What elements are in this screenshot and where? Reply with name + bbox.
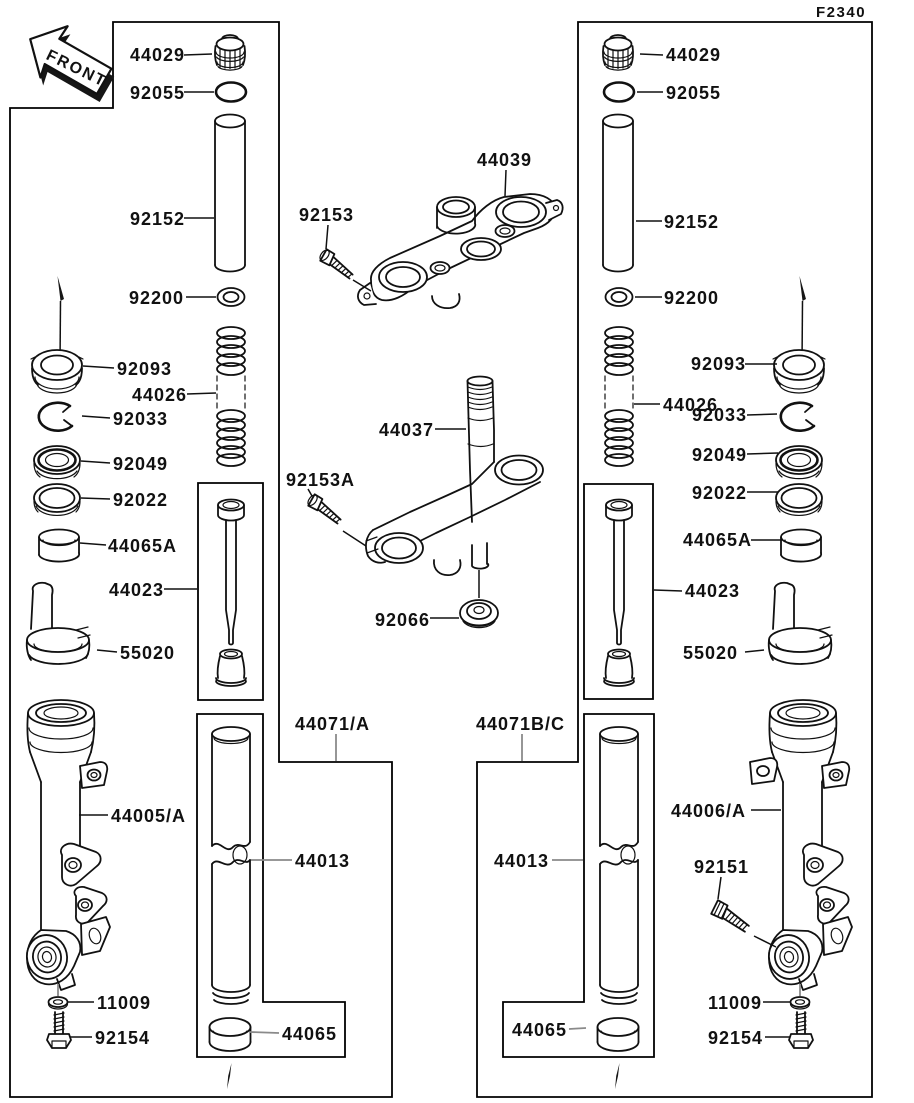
figure-code: F2340 xyxy=(816,4,867,21)
fork-cap-right-drawing xyxy=(603,35,633,70)
label-spring-right: 44026 xyxy=(663,395,719,415)
bolt-left-drawing xyxy=(47,1012,71,1048)
o-ring-right-drawing xyxy=(604,83,634,102)
front-arrow-label: FRONT xyxy=(43,46,110,91)
label-assembly-left: 44071/A xyxy=(295,714,371,734)
label-inner-tube-right: 44013 xyxy=(494,851,550,871)
label-damper-left: 44023 xyxy=(109,580,165,600)
label-bearing-race-right: 92093 xyxy=(691,354,747,374)
lower-bushing-right-drawing xyxy=(598,1018,639,1051)
damper-left-drawing xyxy=(216,500,246,687)
outer-tube-left-drawing xyxy=(23,700,110,990)
outer-tube-right-drawing xyxy=(765,700,852,990)
oil-seal-right-drawing xyxy=(776,446,822,479)
ring-right-drawing xyxy=(606,288,633,306)
circlip-right-drawing xyxy=(781,403,814,431)
label-o-ring-right: 92055 xyxy=(666,83,722,103)
fork-guard-right-drawing xyxy=(769,583,832,664)
spring-right-drawing xyxy=(605,327,633,466)
label-oil-seal-right: 92049 xyxy=(692,445,748,465)
inner-tube-right-drawing xyxy=(600,727,638,1004)
left-inner-tube-box xyxy=(197,714,345,1057)
left-fork-parts xyxy=(23,35,251,1089)
label-fork-cap-right: 44029 xyxy=(666,45,722,65)
label-washer-right: 11009 xyxy=(708,993,763,1013)
label-lower-bushing-left: 44065 xyxy=(282,1024,338,1044)
washer-ring-left-drawing xyxy=(34,484,80,515)
spring-left-drawing xyxy=(217,327,245,466)
label-assembly-right: 44071B/C xyxy=(476,714,566,734)
label-stem: 44037 xyxy=(379,420,435,440)
label-washer-ring-right: 92022 xyxy=(692,483,748,503)
bearing-race-right-drawing xyxy=(773,350,825,393)
washer-ring-right-drawing xyxy=(776,484,822,515)
label-fork-guard-right: 55020 xyxy=(683,643,739,663)
fork-guard-left-drawing xyxy=(27,583,90,664)
right-damper-box xyxy=(584,484,653,699)
label-bolt-right: 92154 xyxy=(708,1028,764,1048)
label-washer-ring-left: 92022 xyxy=(113,490,169,510)
upper-clamp-drawing xyxy=(358,194,563,308)
stem-cap-drawing xyxy=(460,600,498,628)
label-spacer-left: 92152 xyxy=(130,209,186,229)
label-circlip-right: 92033 xyxy=(692,405,748,425)
oil-seal-left-drawing xyxy=(34,446,80,479)
right-inner-tube-box xyxy=(503,714,654,1057)
spacer-right-drawing xyxy=(603,115,633,272)
label-oil-seal-left: 92049 xyxy=(113,454,169,474)
label-stem-bolt: 92153A xyxy=(286,470,356,490)
fork-cap-left-drawing xyxy=(215,35,245,70)
ring-left-drawing xyxy=(218,288,245,306)
bolt-right-drawing xyxy=(789,1012,813,1048)
steering-parts xyxy=(306,194,563,628)
label-fork-cap-left: 44029 xyxy=(130,45,186,65)
washer-left-drawing xyxy=(49,997,68,1009)
label-inner-tube-left: 44013 xyxy=(295,851,351,871)
label-bushing-right: 44065A xyxy=(683,530,753,550)
label-bearing-race-left: 92093 xyxy=(117,359,173,379)
label-spacer-right: 92152 xyxy=(664,212,720,232)
label-spring-left: 44026 xyxy=(132,385,188,405)
stud-drawing xyxy=(710,899,752,935)
part-labels xyxy=(95,45,763,1048)
label-ring-right: 92200 xyxy=(664,288,720,308)
inner-tube-left-drawing xyxy=(212,727,250,1004)
spacer-left-drawing xyxy=(215,115,245,272)
bushing-left-drawing xyxy=(39,530,79,562)
label-circlip-left: 92033 xyxy=(113,409,169,429)
front-arrow xyxy=(14,14,125,112)
diagram-frames xyxy=(10,22,872,1097)
down-arrow-left xyxy=(227,1063,232,1089)
label-fork-guard-left: 55020 xyxy=(120,643,176,663)
label-stud: 92151 xyxy=(694,857,750,877)
circlip-left-drawing xyxy=(39,403,72,431)
lower-bushing-left-drawing xyxy=(210,1018,251,1051)
damper-right-drawing xyxy=(604,500,634,687)
label-lower-bushing-right: 44065 xyxy=(512,1020,568,1040)
bearing-race-left-drawing xyxy=(31,350,83,393)
bushing-right-drawing xyxy=(781,530,821,562)
label-outer-tube-right: 44006/A xyxy=(671,801,747,821)
label-damper-right: 44023 xyxy=(685,581,741,601)
right-fork-parts xyxy=(598,35,853,1089)
left-damper-box xyxy=(198,483,263,700)
label-upper-clamp-bolt: 92153 xyxy=(299,205,355,225)
fender-lug-right xyxy=(750,758,777,784)
down-arrow-right xyxy=(615,1063,620,1089)
label-outer-tube-left: 44005/A xyxy=(111,806,187,826)
o-ring-left-drawing xyxy=(216,83,246,102)
steering-stem-drawing xyxy=(366,377,543,576)
label-o-ring-left: 92055 xyxy=(130,83,186,103)
stem-bolt-drawing xyxy=(306,493,344,527)
label-bushing-left: 44065A xyxy=(108,536,178,556)
label-bolt-left: 92154 xyxy=(95,1028,151,1048)
label-upper-clamp: 44039 xyxy=(477,150,533,170)
washer-right-drawing xyxy=(791,997,810,1009)
upper-clamp-bolt-drawing xyxy=(318,248,356,282)
label-ring-left: 92200 xyxy=(129,288,185,308)
label-washer-left: 11009 xyxy=(97,993,152,1013)
label-stem-cap: 92066 xyxy=(375,610,431,630)
